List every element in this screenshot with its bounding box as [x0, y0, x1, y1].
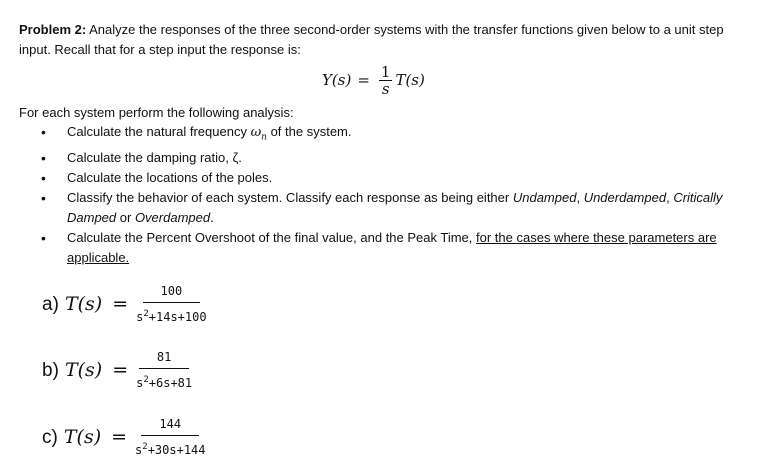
tf-lhs [42, 359, 102, 382]
tf-numerator: 81 [139, 349, 189, 369]
tf-denominator [133, 436, 207, 458]
tf-label: b) [42, 359, 59, 381]
tf-equals: = [111, 426, 128, 448]
tf-den-exponent: 2 [143, 309, 149, 319]
tf-denominator [134, 303, 208, 325]
tf-den-rest: +6s+81 [148, 376, 193, 390]
problem-text: Analyze the responses of the three second-order systems with the transfer functions given below to a unit step input. Recall that for a step input the response is: [19, 22, 724, 57]
tf-fraction [134, 349, 194, 391]
tf-den-var: s [136, 310, 144, 324]
list-item [19, 228, 744, 268]
problem-label: Problem 2: [19, 22, 87, 37]
task-text: Calculate the Percent Overshoot of the final value, and the Peak Time, [67, 229, 477, 245]
fraction-numerator: 1 [380, 62, 391, 81]
period: . [210, 209, 214, 225]
term-underdamped: Underdamped [583, 189, 667, 205]
tf-den-var: s [136, 376, 144, 390]
tf-den-exponent: 2 [142, 442, 148, 452]
tf-lhs [42, 426, 101, 449]
tf-equals: = [112, 359, 129, 381]
analysis-task-list [19, 122, 744, 268]
transfer-function-b [42, 349, 194, 391]
equation-lhs: Y(s) [322, 71, 352, 89]
equation-fraction [379, 64, 393, 97]
transfer-function-a [42, 283, 209, 325]
separator: , [666, 189, 674, 205]
equation-rhs: T(s) [395, 71, 425, 89]
tf-variable: T(s) [64, 358, 103, 381]
tf-den-rest: +30s+144 [147, 443, 206, 457]
separator: , [576, 189, 584, 205]
tf-label: a) [42, 293, 59, 315]
tf-fraction [134, 283, 208, 325]
list-item: • Calculate the locations of the poles. [19, 168, 744, 188]
list-item [19, 122, 744, 148]
underlined-text: for the cases where these parameters are applicable. [67, 229, 717, 265]
task-text: Classify the behavior of each system. Classify each response as being either [67, 189, 513, 205]
transfer-function-c [42, 416, 208, 458]
analysis-intro: For each system perform the following analysis: [19, 105, 294, 120]
fraction-denominator: s [381, 79, 390, 98]
equation-equals: = [357, 71, 370, 89]
term-critically-damped: Critically Damped [67, 189, 723, 225]
tf-den-rest: +14s+100 [148, 310, 207, 324]
tf-fraction [133, 416, 207, 458]
task-text: Calculate the natural frequency [67, 124, 251, 139]
tf-den-exponent: 2 [143, 375, 149, 385]
tf-equals: = [112, 293, 129, 315]
tf-lhs [42, 293, 102, 316]
separator: or [116, 209, 135, 225]
task-text-end: of the system. [266, 124, 352, 139]
term-overdamped: Overdamped [134, 209, 211, 225]
tf-variable: T(s) [64, 292, 103, 315]
list-item [19, 188, 744, 228]
tf-numerator: 100 [143, 283, 201, 303]
omega-letter: ω [250, 125, 262, 140]
tf-numerator: 144 [141, 416, 199, 436]
step-response-equation [322, 60, 425, 100]
term-undamped: Undamped [512, 189, 577, 205]
omega-subscript: n [261, 132, 267, 143]
tf-variable: T(s) [63, 425, 102, 448]
tf-den-var: s [135, 443, 143, 457]
list-item: • Calculate the damping ratio, ζ. [19, 148, 744, 168]
omega-symbol [250, 125, 267, 143]
tf-label: c) [42, 426, 58, 448]
problem-statement [19, 20, 744, 60]
tf-denominator [134, 369, 194, 391]
